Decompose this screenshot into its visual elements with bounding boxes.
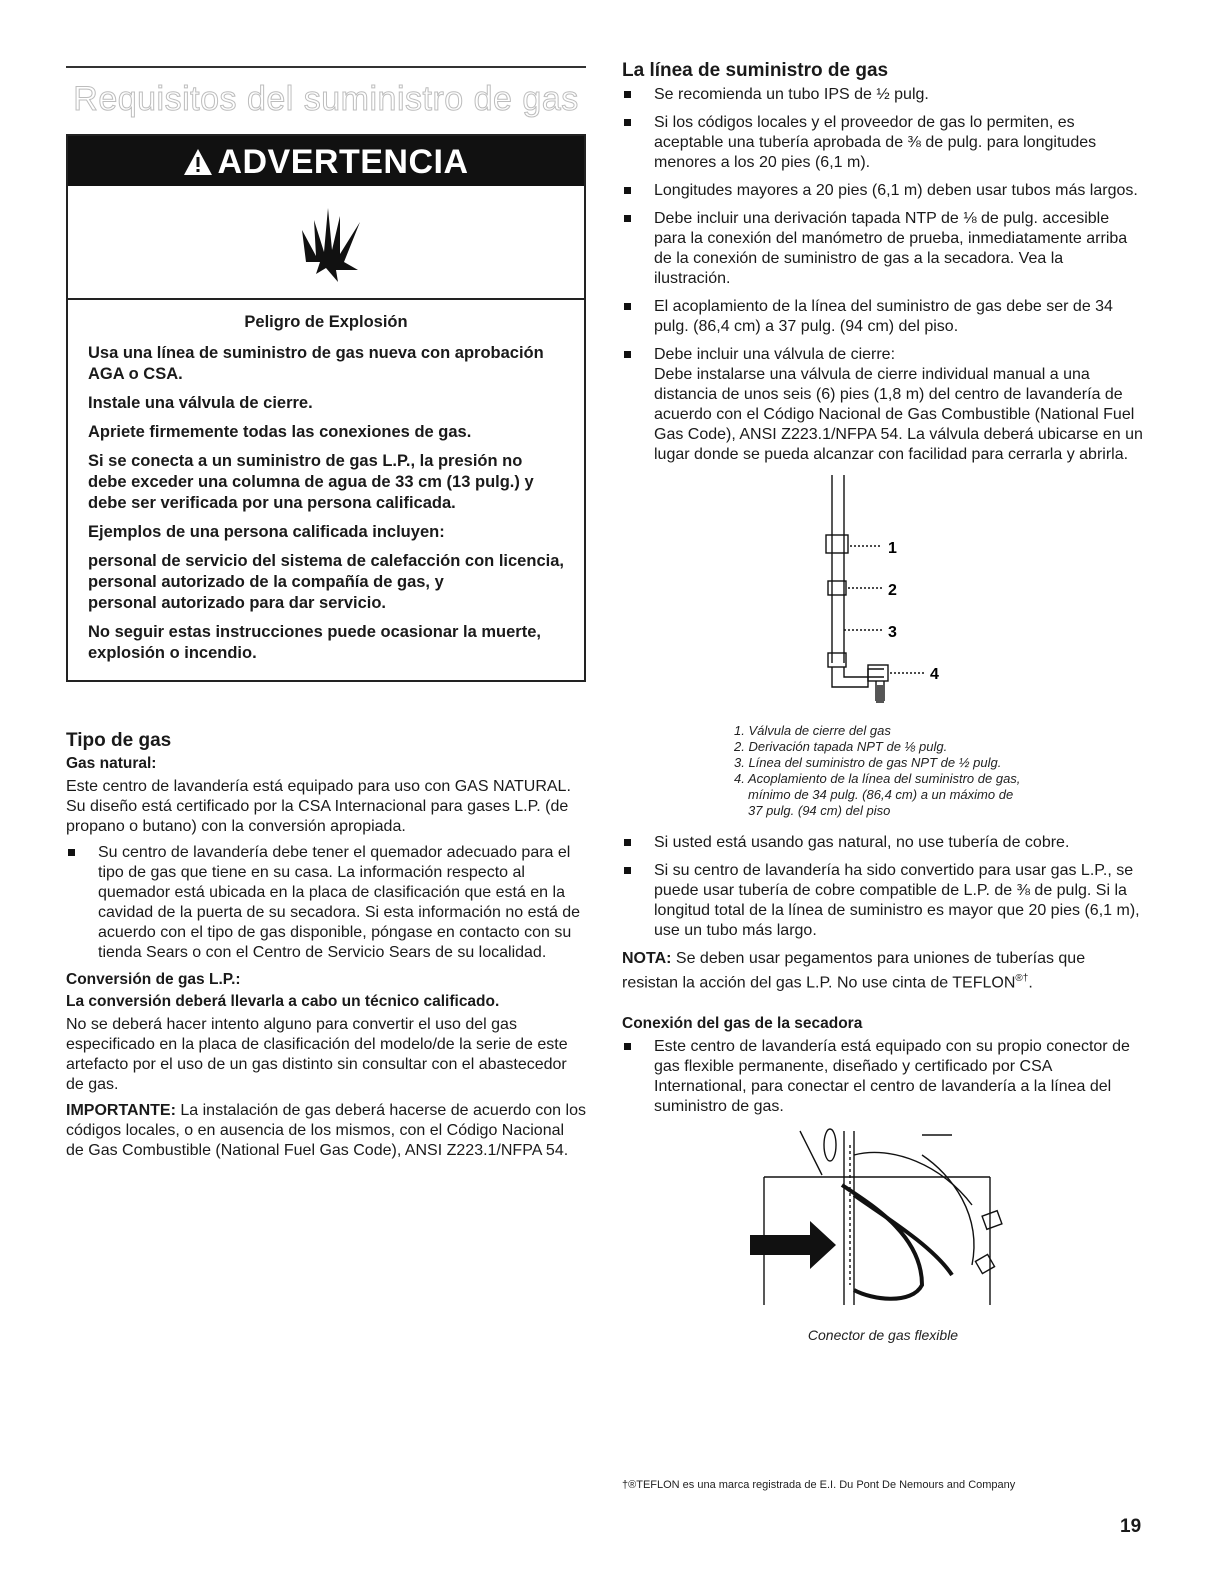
diagram-captions bbox=[734, 723, 1144, 819]
nota-label: NOTA: bbox=[622, 950, 672, 967]
list-item: Longitudes mayores a 20 pies (6,1 m) deben usar tubos más largos. bbox=[622, 181, 1144, 201]
explosion-icon-area bbox=[68, 186, 584, 300]
warning-line: Si se conecta a un suministro de gas L.P., la presión no debe exceder una columna de agua de 33 cm (13 pulg.) y debe ser verificada por una persona calificada. bbox=[88, 452, 534, 512]
tipo-gas-list bbox=[66, 843, 586, 963]
conversion-heading: Conversión de gas L.P.: bbox=[66, 971, 241, 988]
copper-list bbox=[622, 833, 1144, 941]
top-rule bbox=[66, 66, 586, 68]
diagram-label-2: 2 bbox=[888, 582, 897, 599]
warning-box bbox=[66, 134, 586, 682]
gas-line-illustration bbox=[622, 473, 1144, 723]
nota-text: Se deben usar pegamentos para uniones de tuberías que resistan la acción del gas L.P. No use cinta de TEFLON bbox=[622, 950, 1086, 992]
diagram-label-1: 1 bbox=[888, 540, 897, 557]
gas-natural-heading: Gas natural: bbox=[66, 755, 157, 772]
list-item: Su centro de lavandería debe tener el quemador adecuado para el tipo de gas que tiene en su casa. La información respecto al quemador está ubicada en la placa de clasificación que está en la cavidad de la puerta de su secadora. Si esta información no está de acuerdo con el tipo de gas disponible, póngase en contacto con su tienda Sears o con el Centro de Servicio Sears de su localidad. bbox=[66, 843, 586, 963]
caption-line: 3. Línea del suministro de gas NPT de ½ pulg. bbox=[734, 755, 1002, 770]
conversion-text: No se deberá hacer intento alguno para convertir el uso del gas especificado en la placa de clasificación del modelo/de la serie de este artefacto por el uso de un gas distinto sin consultar con el abastecedor de gas. bbox=[66, 1016, 568, 1093]
list-item: Si usted está usando gas natural, no use tubería de cobre. bbox=[622, 833, 1144, 853]
gas-natural-text: Este centro de lavandería está equipado para uso con GAS NATURAL. Su diseño está certificado por la CSA Internacional para gases L.P. (de propano o butano) con la conversión apropiada. bbox=[66, 778, 571, 835]
list-item: Se recomienda un tubo IPS de ½ pulg. bbox=[622, 85, 1144, 105]
importante-paragraph bbox=[66, 1101, 586, 1161]
warning-line: Instale una válvula de cierre. bbox=[88, 394, 313, 412]
list-item: Este centro de lavandería está equipado con su propio conector de gas flexible permanente, diseñado y certificado por CSA International, para conectar el centro de lavandería a la línea del suministro de gas. bbox=[622, 1037, 1144, 1117]
section-title: Requisitos del suministro de gas bbox=[73, 80, 579, 118]
list-item: El acoplamiento de la línea del suministro de gas debe ser de 34 pulg. (86,4 cm) a 37 pulg. (94 cm) del piso. bbox=[622, 297, 1144, 337]
list-item: Si los códigos locales y el proveedor de gas lo permiten, es aceptable una tubería aprobada de ⅜ de pulg. para longitudes menores a los 20 pies (6,1 m). bbox=[622, 113, 1144, 173]
gas-line-diagram bbox=[622, 473, 1144, 723]
danger-title: Peligro de Explosión bbox=[244, 313, 408, 331]
warning-line: Apriete firmemente todas las conexiones de gas. bbox=[88, 423, 472, 441]
example-item: personal autorizado de la compañía de gas, y bbox=[88, 573, 444, 591]
importante-text: La instalación de gas deberá hacerse de acuerdo con los códigos locales, o en ausencia de los mismos, con el Código Nacional de Gas Combustible (National Fuel Gas Code), ANSI Z223.1/NFPA 54. bbox=[66, 1102, 586, 1159]
example-item: personal autorizado para dar servicio. bbox=[88, 594, 387, 612]
page-number: 19 bbox=[1120, 1516, 1142, 1537]
warning-line: Usa una línea de suministro de gas nueva con aprobación AGA o CSA. bbox=[88, 344, 544, 383]
nota-paragraph bbox=[622, 949, 1144, 993]
diagram-label-3: 3 bbox=[888, 624, 897, 641]
conexion-heading: Conexión del gas de la secadora bbox=[622, 1015, 863, 1033]
list-item: Si su centro de lavandería ha sido convertido para usar gas L.P., se puede usar tubería de cobre compatible de L.P. de ⅜ de pulg. Si la longitud total de la línea de suministro es mayor que 20 pies (6,1 m), use un tubo más largo. bbox=[622, 861, 1144, 941]
caption-line: 1. Válvula de cierre del gas bbox=[734, 723, 891, 738]
arrow-icon bbox=[750, 1221, 836, 1269]
left-column bbox=[66, 730, 586, 1167]
importante-label: IMPORTANTE: bbox=[66, 1102, 176, 1119]
caption-line: 4. Acoplamiento de la línea del suministro de gas, bbox=[734, 771, 1021, 786]
warning-triangle-icon bbox=[183, 139, 213, 191]
diagram-label-4: 4 bbox=[930, 666, 939, 683]
conexion-list bbox=[622, 1037, 1144, 1117]
flex-connector-diagram bbox=[622, 1125, 1144, 1315]
tipo-gas-heading: Tipo de gas bbox=[66, 730, 172, 751]
flex-connector-caption: Conector de gas flexible bbox=[807, 1327, 959, 1344]
nota-sup: ®† bbox=[1015, 973, 1029, 984]
list-item: Debe incluir una válvula de cierre: Debe instalarse una válvula de cierre individual manual a una distancia de unos seis (6) pies (1,8 m) del centro de lavandería de acuerdo con el Código Nacional de Gas Combustible (National Fuel Gas Code), ANSI Z223.1/NFPA 54. La válvula deberá ubicarse en un lugar donde se pueda alcanzar con facilidad para cerrarla y abrirla. bbox=[622, 345, 1144, 465]
linea-heading: La línea de suministro de gas bbox=[622, 60, 889, 81]
caption-line: 37 pulg. (94 cm) del piso bbox=[748, 803, 891, 818]
flex-connector-illustration bbox=[622, 1125, 1144, 1315]
right-column bbox=[622, 60, 1144, 1343]
linea-list bbox=[622, 85, 1144, 465]
caption-line: 2. Derivación tapada NPT de ⅛ pulg. bbox=[734, 739, 948, 754]
warning-final: No seguir estas instrucciones puede ocasionar la muerte, explosión o incendio. bbox=[88, 623, 541, 662]
warning-header bbox=[68, 136, 584, 186]
warning-body bbox=[68, 300, 584, 680]
warning-heading: ADVERTENCIA bbox=[217, 143, 469, 181]
warning-line: Ejemplos de una persona calificada incluyen: bbox=[88, 523, 445, 541]
example-item: personal de servicio del sistema de calefacción con licencia, bbox=[88, 552, 564, 570]
nota-end: . bbox=[1028, 974, 1033, 992]
conversion-bold: La conversión deberá llevarla a cabo un técnico calificado. bbox=[66, 993, 500, 1010]
explosion-icon bbox=[296, 200, 366, 284]
caption-line: mínimo de 34 pulg. (86,4 cm) a un máximo de bbox=[748, 787, 1014, 802]
footnote: †®TEFLON es una marca registrada de E.I. Du Pont De Nemours and Company bbox=[622, 1479, 1016, 1491]
list-item: Debe incluir una derivación tapada NTP de ⅛ de pulg. accesible para la conexión del manómetro de prueba, inmediatamente arriba de la conexión de suministro de gas a la secadora. Vea la ilustración. bbox=[622, 209, 1144, 289]
